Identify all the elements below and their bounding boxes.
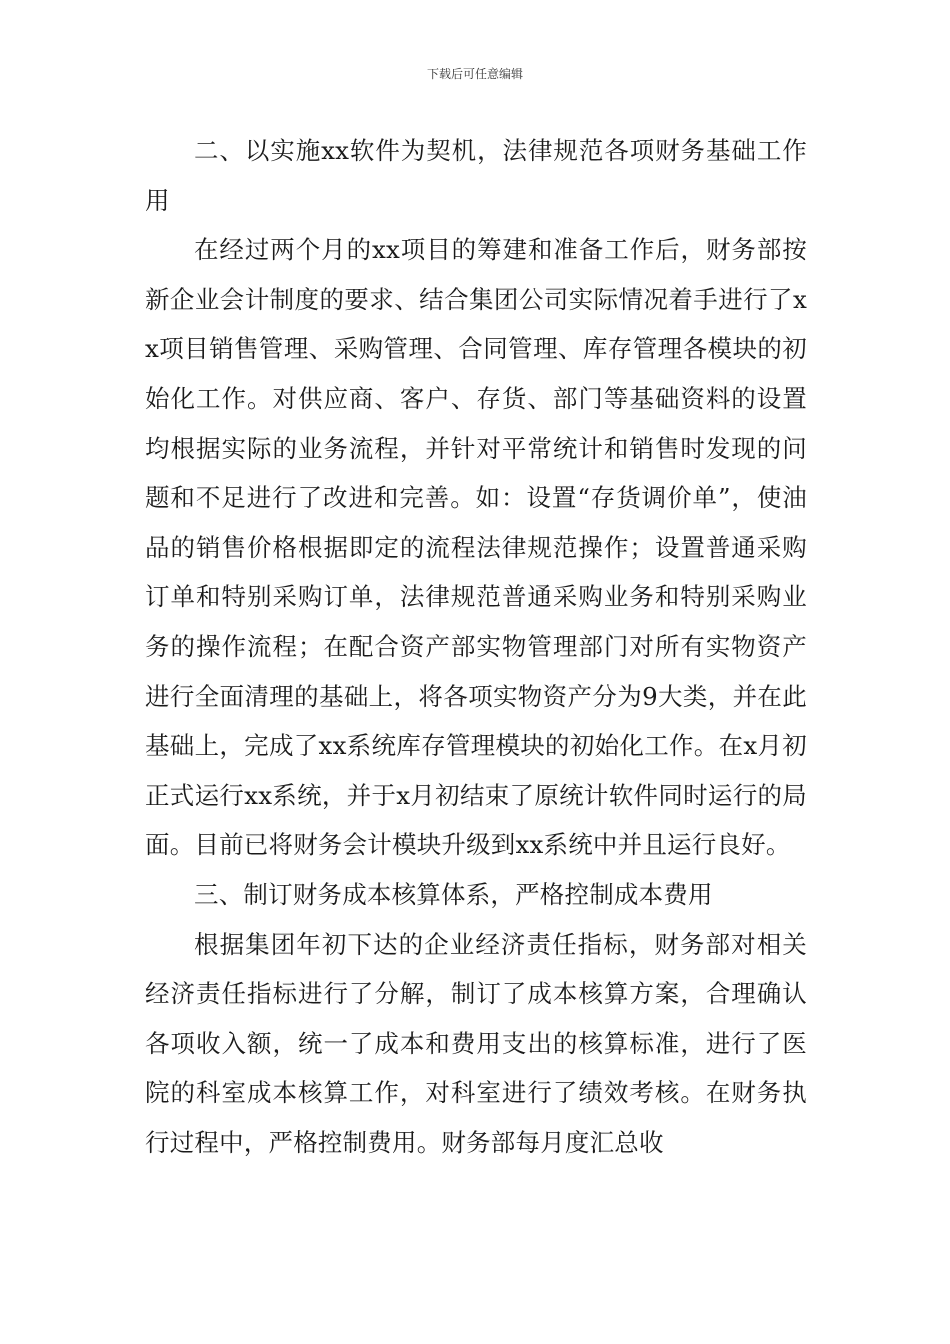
page-header-note: 下载后可任意编辑	[426, 67, 523, 81]
body-paragraph: 在经过两个月的xx项目的筹建和准备工作后，财务部按新企业会计制度的要求、结合集团公司实际情况着手进行了xx项目销售管理、采购管理、合同管理、库存管理各模块的初始化工作。对供应商、客户、存货、部门等基础资料的设置均根据实际的业务流程，并针对平常统计和销售时发现的问题和不足进行了改进和完善。如：设置“存货调价单”，使油品的销售价格根据即定的流程法律规范操作；设置普通采购订单和特别采购订单，法律规范普通采购业务和特别采购业务的操作流程；在配合资产部实物管理部门对所有实物资产进行全面清理的基础上，将各项实物资产分为9大类，并在此基础上，完成了xx系统库存管理模块的初始化工作。在x月初正式运行xx系统，并于x月初结束了原统计软件同时运行的局面。目前已将财务会计模块升级到xx系统中并且运行良好。	[145, 235, 807, 860]
section-heading-2: 二、以实施xx软件为契机，法律规范各项财务基础工作用	[145, 136, 807, 215]
document-body	[145, 126, 807, 1167]
body-paragraph: 根据集团年初下达的企业经济责任指标，财务部对相关经济责任指标进行了分解，制订了成本核算方案，合理确认各项收入额，统一了成本和费用支出的核算标准，进行了医院的科室成本核算工作，对科室进行了绩效考核。在财务执行过程中，严格控制费用。财务部每月度汇总收	[145, 929, 807, 1157]
section-heading-3: 三、制订财务成本核算体系，严格控制成本费用	[194, 879, 713, 909]
